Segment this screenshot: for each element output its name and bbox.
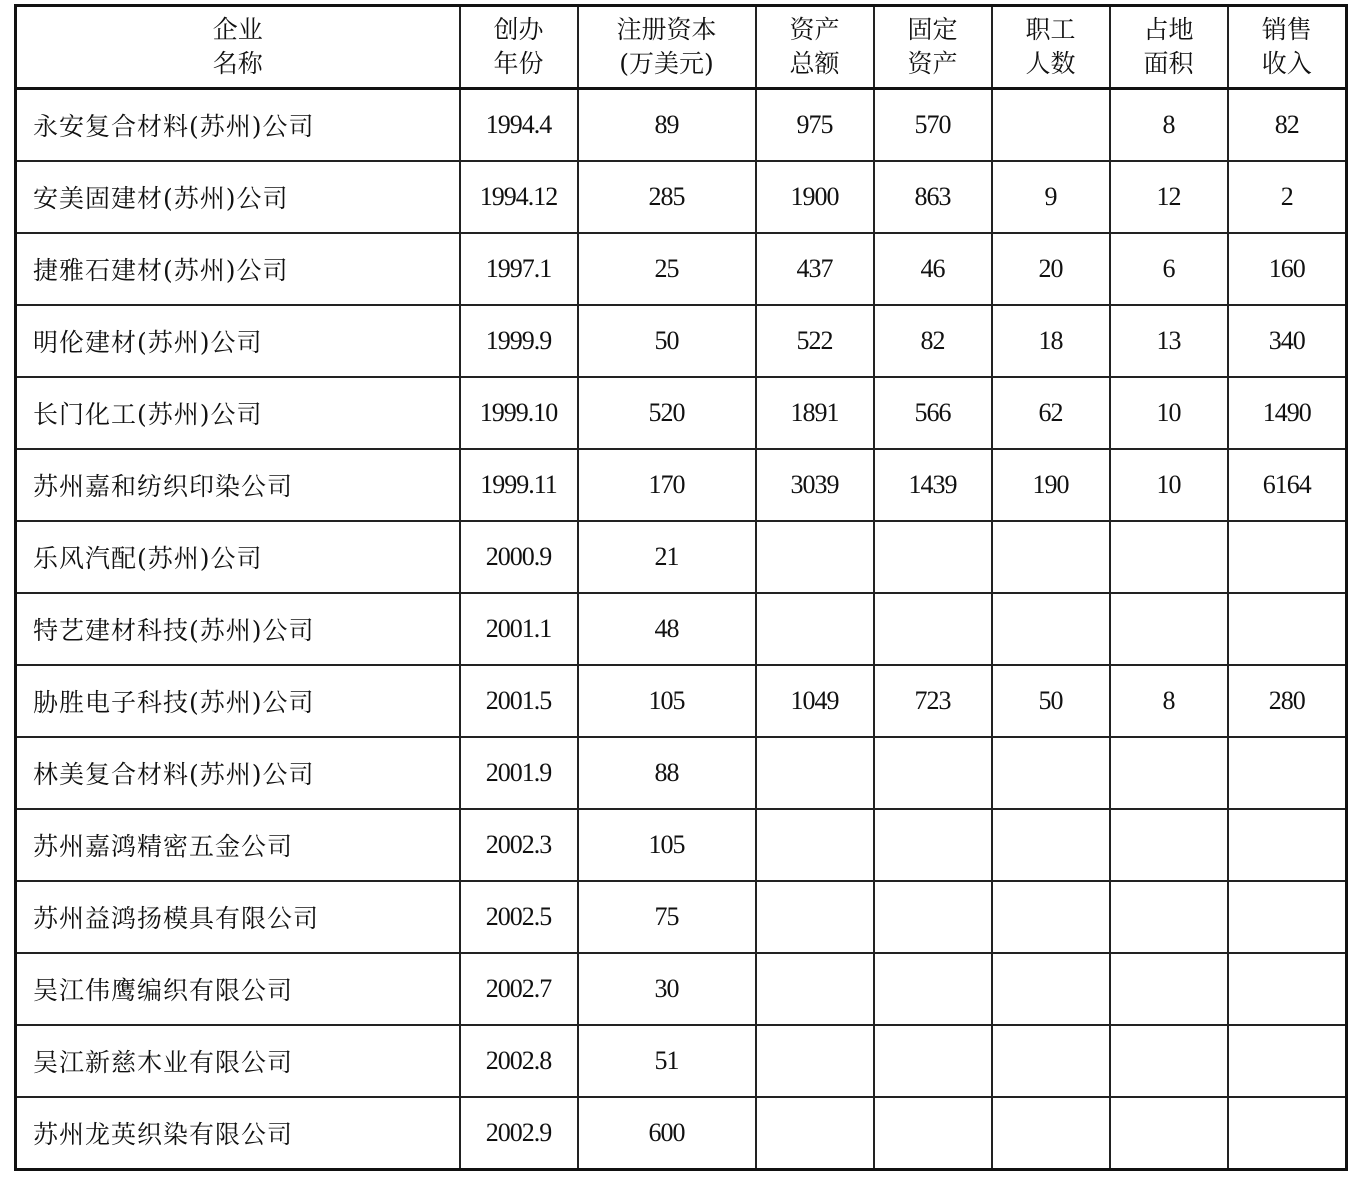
cell-employees <box>992 809 1110 881</box>
cell-capital: 75 <box>578 881 756 953</box>
cell-total-assets <box>756 521 874 593</box>
header-total-assets <box>756 6 874 89</box>
cell-name: 明伦建材(苏州)公司 <box>16 305 460 377</box>
cell-year: 1999.10 <box>460 377 578 449</box>
table-row <box>16 665 1347 737</box>
header-line: 资产 <box>789 15 840 44</box>
cell-total-assets <box>756 953 874 1025</box>
cell-total-assets <box>756 593 874 665</box>
cell-land-area: 8 <box>1110 89 1228 162</box>
cell-name: 胁胜电子科技(苏州)公司 <box>16 665 460 737</box>
cell-capital: 50 <box>578 305 756 377</box>
table-row <box>16 953 1347 1025</box>
table-row <box>16 377 1347 449</box>
cell-year: 2002.5 <box>460 881 578 953</box>
cell-fixed-assets: 46 <box>874 233 992 305</box>
header-land-area <box>1110 6 1228 89</box>
cell-land-area <box>1110 881 1228 953</box>
cell-capital: 30 <box>578 953 756 1025</box>
cell-fixed-assets: 863 <box>874 161 992 233</box>
cell-year: 2002.8 <box>460 1025 578 1097</box>
cell-sales <box>1228 953 1347 1025</box>
table-row <box>16 1025 1347 1097</box>
header-line: 固定 <box>907 15 958 44</box>
cell-sales: 280 <box>1228 665 1347 737</box>
cell-year: 2001.5 <box>460 665 578 737</box>
cell-sales <box>1228 593 1347 665</box>
cell-capital: 170 <box>578 449 756 521</box>
cell-land-area <box>1110 1097 1228 1170</box>
cell-year: 2001.9 <box>460 737 578 809</box>
cell-capital: 520 <box>578 377 756 449</box>
cell-fixed-assets: 82 <box>874 305 992 377</box>
cell-land-area <box>1110 1025 1228 1097</box>
cell-employees <box>992 593 1110 665</box>
cell-year: 1994.4 <box>460 89 578 162</box>
header-row <box>16 6 1347 89</box>
header-sales-revenue <box>1228 6 1347 89</box>
cell-total-assets <box>756 881 874 953</box>
cell-total-assets: 437 <box>756 233 874 305</box>
cell-sales: 2 <box>1228 161 1347 233</box>
cell-capital: 105 <box>578 665 756 737</box>
cell-name: 捷雅石建材(苏州)公司 <box>16 233 460 305</box>
header-founded-year <box>460 6 578 89</box>
cell-sales <box>1228 737 1347 809</box>
header-line: 企业 <box>212 15 263 44</box>
cell-year: 1999.11 <box>460 449 578 521</box>
cell-name: 长门化工(苏州)公司 <box>16 377 460 449</box>
cell-employees <box>992 953 1110 1025</box>
cell-fixed-assets <box>874 881 992 953</box>
cell-fixed-assets <box>874 593 992 665</box>
cell-employees <box>992 737 1110 809</box>
cell-total-assets <box>756 1097 874 1170</box>
cell-land-area: 8 <box>1110 665 1228 737</box>
cell-name: 苏州龙英织染有限公司 <box>16 1097 460 1170</box>
cell-total-assets <box>756 737 874 809</box>
header-enterprise-name <box>16 6 460 89</box>
table-row <box>16 161 1347 233</box>
cell-employees: 62 <box>992 377 1110 449</box>
cell-capital: 89 <box>578 89 756 162</box>
cell-name: 吴江新慈木业有限公司 <box>16 1025 460 1097</box>
header-line: 人数 <box>1025 49 1076 78</box>
cell-total-assets <box>756 1025 874 1097</box>
header-fixed-assets <box>874 6 992 89</box>
cell-sales: 1490 <box>1228 377 1347 449</box>
cell-land-area: 13 <box>1110 305 1228 377</box>
cell-capital: 51 <box>578 1025 756 1097</box>
cell-name: 林美复合材料(苏州)公司 <box>16 737 460 809</box>
cell-capital: 25 <box>578 233 756 305</box>
table-body <box>16 89 1347 1170</box>
cell-land-area <box>1110 593 1228 665</box>
cell-employees <box>992 1025 1110 1097</box>
cell-sales <box>1228 809 1347 881</box>
cell-land-area: 10 <box>1110 449 1228 521</box>
cell-year: 2001.1 <box>460 593 578 665</box>
cell-capital: 48 <box>578 593 756 665</box>
cell-name: 苏州嘉鸿精密五金公司 <box>16 809 460 881</box>
cell-employees <box>992 1097 1110 1170</box>
cell-land-area: 12 <box>1110 161 1228 233</box>
header-line: 总额 <box>789 49 840 78</box>
cell-capital: 105 <box>578 809 756 881</box>
cell-name: 安美固建材(苏州)公司 <box>16 161 460 233</box>
cell-fixed-assets <box>874 521 992 593</box>
header-line: 注册资本 <box>616 15 717 44</box>
cell-land-area: 6 <box>1110 233 1228 305</box>
cell-sales: 82 <box>1228 89 1347 162</box>
cell-name: 特艺建材科技(苏州)公司 <box>16 593 460 665</box>
cell-year: 2000.9 <box>460 521 578 593</box>
cell-total-assets <box>756 809 874 881</box>
cell-fixed-assets <box>874 809 992 881</box>
header-line: 资产 <box>907 49 958 78</box>
cell-land-area <box>1110 953 1228 1025</box>
table-row <box>16 449 1347 521</box>
cell-name: 苏州嘉和纺织印染公司 <box>16 449 460 521</box>
enterprise-table <box>14 4 1348 1171</box>
cell-fixed-assets: 566 <box>874 377 992 449</box>
cell-fixed-assets: 723 <box>874 665 992 737</box>
header-registered-capital <box>578 6 756 89</box>
cell-sales <box>1228 881 1347 953</box>
cell-fixed-assets <box>874 1097 992 1170</box>
cell-sales <box>1228 1025 1347 1097</box>
cell-total-assets: 3039 <box>756 449 874 521</box>
cell-employees <box>992 521 1110 593</box>
cell-capital: 285 <box>578 161 756 233</box>
cell-year: 1997.1 <box>460 233 578 305</box>
cell-fixed-assets: 1439 <box>874 449 992 521</box>
table-row <box>16 1097 1347 1170</box>
cell-capital: 21 <box>578 521 756 593</box>
table-header <box>16 6 1347 89</box>
cell-employees: 190 <box>992 449 1110 521</box>
table-row <box>16 881 1347 953</box>
cell-year: 2002.9 <box>460 1097 578 1170</box>
header-employees <box>992 6 1110 89</box>
header-line: 销售 <box>1261 15 1312 44</box>
cell-sales: 6164 <box>1228 449 1347 521</box>
table-row <box>16 809 1347 881</box>
header-line: 名称 <box>212 49 263 78</box>
cell-total-assets: 522 <box>756 305 874 377</box>
cell-total-assets: 1900 <box>756 161 874 233</box>
cell-fixed-assets <box>874 737 992 809</box>
cell-land-area <box>1110 737 1228 809</box>
cell-total-assets: 1891 <box>756 377 874 449</box>
cell-fixed-assets <box>874 1025 992 1097</box>
cell-year: 2002.7 <box>460 953 578 1025</box>
cell-year: 1994.12 <box>460 161 578 233</box>
cell-employees: 18 <box>992 305 1110 377</box>
cell-employees <box>992 881 1110 953</box>
cell-total-assets: 1049 <box>756 665 874 737</box>
header-line: 职工 <box>1025 15 1076 44</box>
header-line: 占地 <box>1143 15 1194 44</box>
header-line: 创办 <box>493 15 544 44</box>
cell-name: 吴江伟鹰编织有限公司 <box>16 953 460 1025</box>
cell-year: 2002.3 <box>460 809 578 881</box>
table-row <box>16 89 1347 162</box>
cell-employees: 20 <box>992 233 1110 305</box>
table-row <box>16 305 1347 377</box>
table-row <box>16 737 1347 809</box>
table-row <box>16 593 1347 665</box>
cell-capital: 88 <box>578 737 756 809</box>
cell-name: 苏州益鸿扬模具有限公司 <box>16 881 460 953</box>
cell-sales: 160 <box>1228 233 1347 305</box>
table-row <box>16 233 1347 305</box>
header-line: 面积 <box>1143 49 1194 78</box>
cell-employees: 9 <box>992 161 1110 233</box>
cell-total-assets: 975 <box>756 89 874 162</box>
cell-sales <box>1228 521 1347 593</box>
cell-name: 乐风汽配(苏州)公司 <box>16 521 460 593</box>
header-line: (万美元) <box>619 49 714 78</box>
cell-employees: 50 <box>992 665 1110 737</box>
cell-sales: 340 <box>1228 305 1347 377</box>
cell-land-area <box>1110 521 1228 593</box>
cell-capital: 600 <box>578 1097 756 1170</box>
table-row <box>16 521 1347 593</box>
cell-land-area: 10 <box>1110 377 1228 449</box>
cell-employees <box>992 89 1110 162</box>
cell-name: 永安复合材料(苏州)公司 <box>16 89 460 162</box>
cell-land-area <box>1110 809 1228 881</box>
header-line: 收入 <box>1261 49 1312 78</box>
cell-sales <box>1228 1097 1347 1170</box>
cell-fixed-assets <box>874 953 992 1025</box>
cell-fixed-assets: 570 <box>874 89 992 162</box>
header-line: 年份 <box>493 49 544 78</box>
cell-year: 1999.9 <box>460 305 578 377</box>
